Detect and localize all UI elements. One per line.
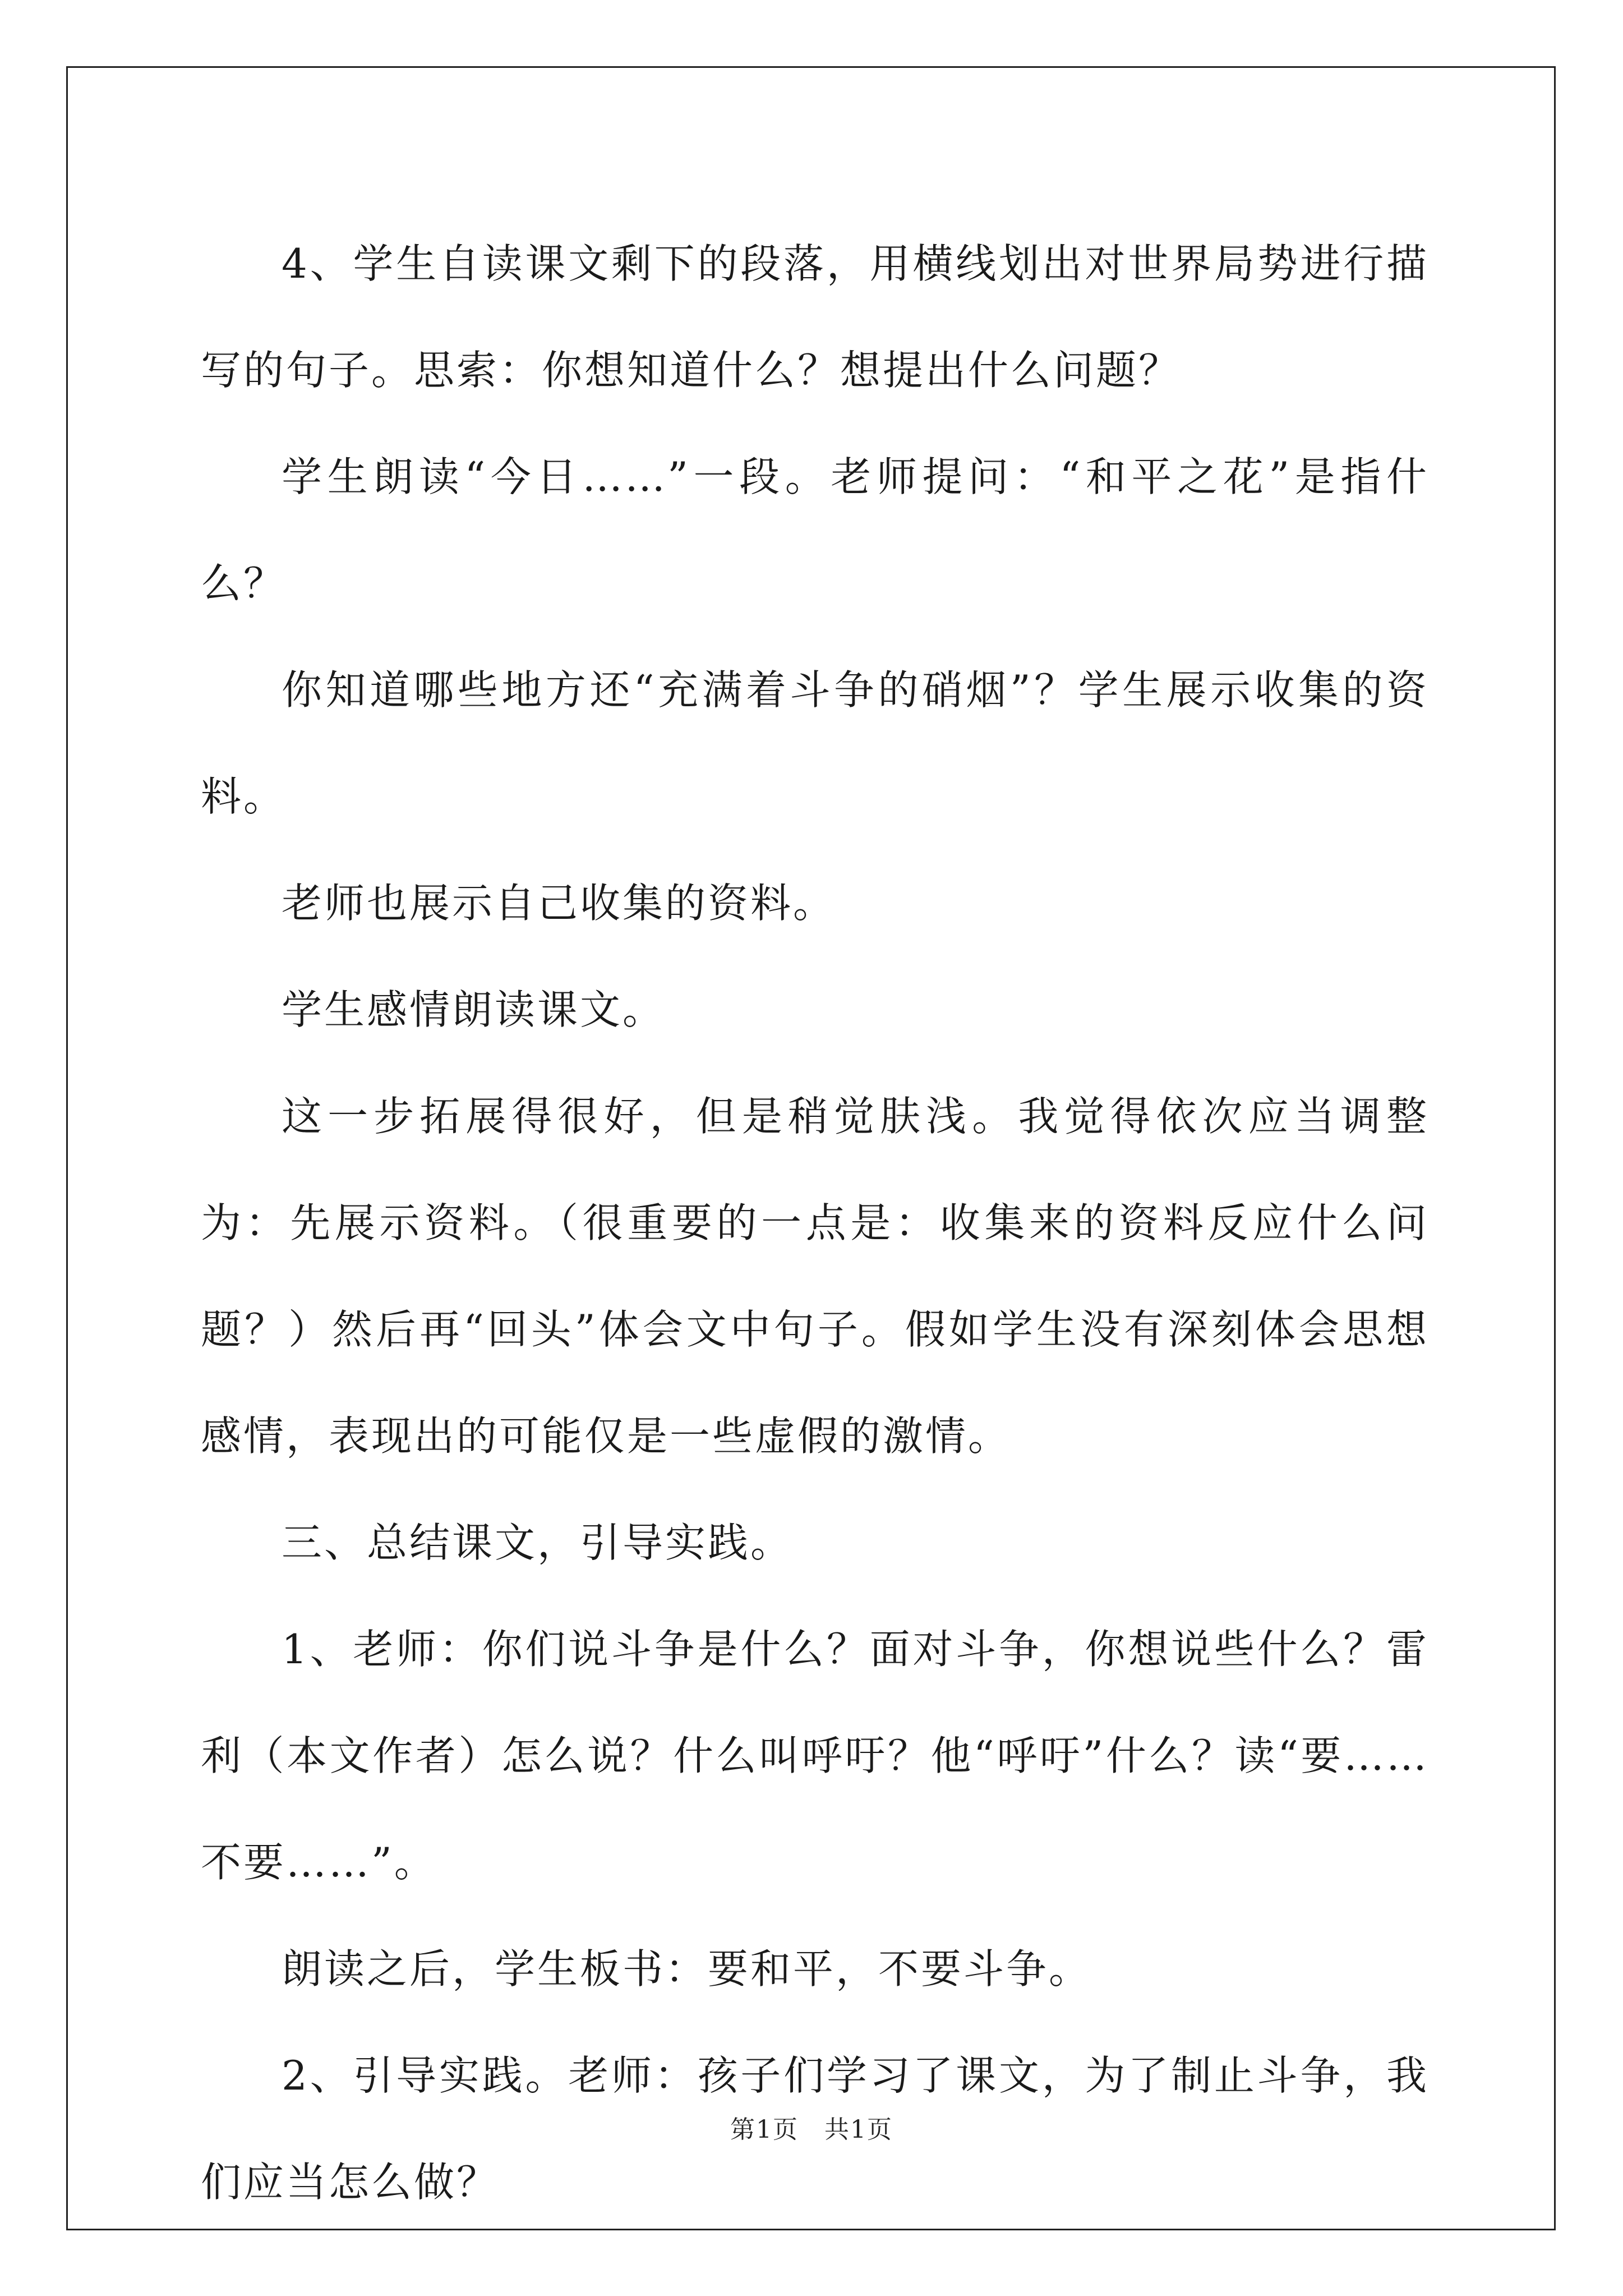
paragraph: 1、老师：你们说斗争是什么？面对斗争，你想说些什么？雷利（本文作者）怎么说？什么叫呼吁？他“呼吁”什么？读“要……不要……”。 xyxy=(201,1626,1429,1886)
paragraph: 学生朗读“今日……”一段。老师提问：“和平之花”是指什么？ xyxy=(201,453,1429,607)
paragraph: 2、引导实践。老师：孩子们学习了课文，为了制止斗争，我们应当怎么做？ xyxy=(201,2052,1429,2206)
paragraph: 老师也展示自己收集的资料。 xyxy=(282,880,836,927)
document-body xyxy=(201,210,1429,2235)
page-footer xyxy=(0,2109,1623,2145)
paragraph: 你知道哪些地方还“充满着斗争的硝烟”？学生展示收集的资料。 xyxy=(201,666,1429,820)
paragraph: 朗读之后，学生板书：要和平，不要斗争。 xyxy=(282,1945,1092,1993)
paragraph: 4、学生自读课文剩下的段落，用横线划出对世界局势进行描写的句子。思索：你想知道什么？想提出什么问题？ xyxy=(201,240,1429,394)
page-number: 第1页 共1页 xyxy=(730,2115,893,2144)
paragraph: 三、总结课文，引导实践。 xyxy=(282,1519,794,1566)
paragraph: 这一步拓展得很好，但是稍觉肤浅。我觉得依次应当调整为：先展示资料。（很重要的一点是：收集来的资料反应什么问题？）然后再“回头”体会文中句子。假如学生没有深刻体会思想感情，表现出的可能仅是一些虚假的激情。 xyxy=(201,1093,1429,1460)
paragraph: 学生感情朗读课文。 xyxy=(282,986,666,1033)
